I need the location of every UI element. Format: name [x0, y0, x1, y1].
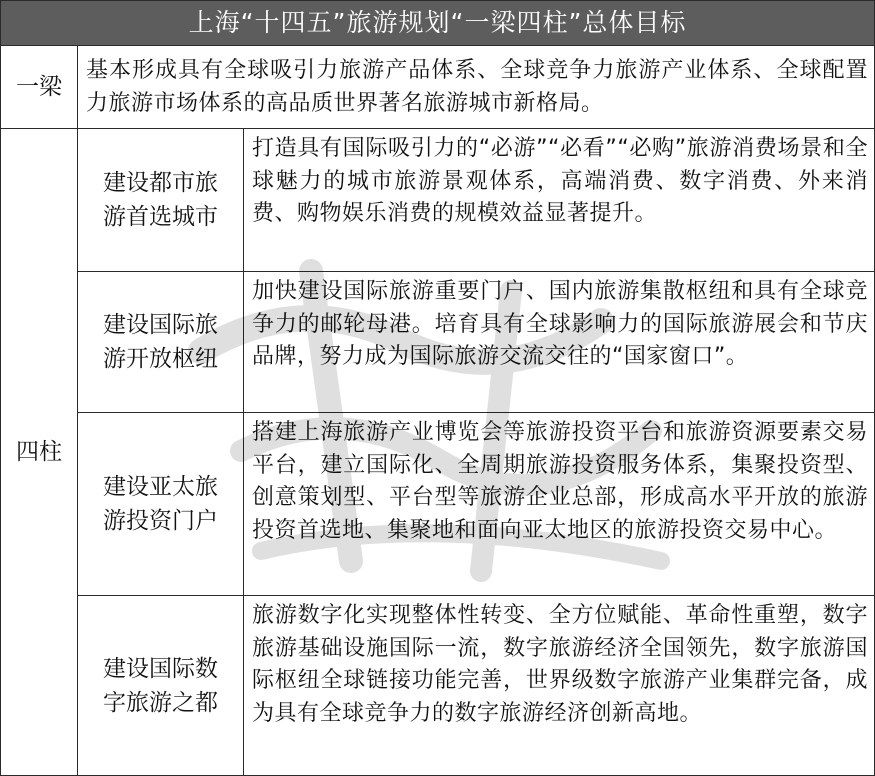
divider [243, 129, 244, 775]
divider [78, 271, 874, 272]
liang-label: 一梁 [16, 74, 62, 100]
pillar-text: 打造具有国际吸引力的“必游”“必看”“必购”旅游消费场景和全球魅力的城市旅游景观体系，高端消费、数字消费、外来消费、购物娱乐消费的规模效益显著提升。 [252, 136, 868, 226]
pillar-text: 搭建上海旅游产业博览会等旅游投资平台和旅游资源要素交易平台，建立国际化、全周期旅游投资服务体系，集聚投资型、创意策划型、平台型等旅游企业总部，形成高水平开放的旅游投资首选地、集聚地和面向亚太地区的旅游投资交易中心。 [252, 420, 868, 543]
table-title: 上海“十四五”旅游规划“一梁四柱”总体目标 [1, 1, 874, 46]
divider [78, 595, 874, 596]
zhu-label: 四柱 [16, 439, 62, 465]
pillar-name: 建设都市旅游首选城市 [103, 170, 218, 230]
divider [78, 412, 874, 413]
pillar-name: 建设亚太旅游投资门户 [103, 474, 218, 534]
divider [1, 128, 874, 129]
pillar-name: 建设国际旅游开放枢纽 [103, 312, 218, 372]
divider [77, 46, 78, 775]
pillar-text: 旅游数字化实现整体性转变、全方位赋能、革命性重塑，数字旅游基础设施国际一流，数字旅游经济全国领先，数字旅游国际枢纽全球链接功能完善，世界级数字旅游产业集群完备，成为具有全球竞争力的数字旅游经济创新高地。 [252, 603, 868, 726]
liang-text: 基本形成具有全球吸引力旅游产品体系、全球竞争力旅游产业体系、全球配置力旅游市场体系的高品质世界著名旅游城市新格局。 [86, 58, 868, 116]
pillar-name: 建设国际数字旅游之都 [103, 655, 218, 716]
pillar-text: 加快建设国际旅游重要门户、国内旅游集散枢纽和具有全球竞争力的邮轮母港。培育具有全球影响力的国际旅游展会和节庆品牌，努力成为国际旅游交流交往的“国家窗口”。 [252, 279, 868, 369]
